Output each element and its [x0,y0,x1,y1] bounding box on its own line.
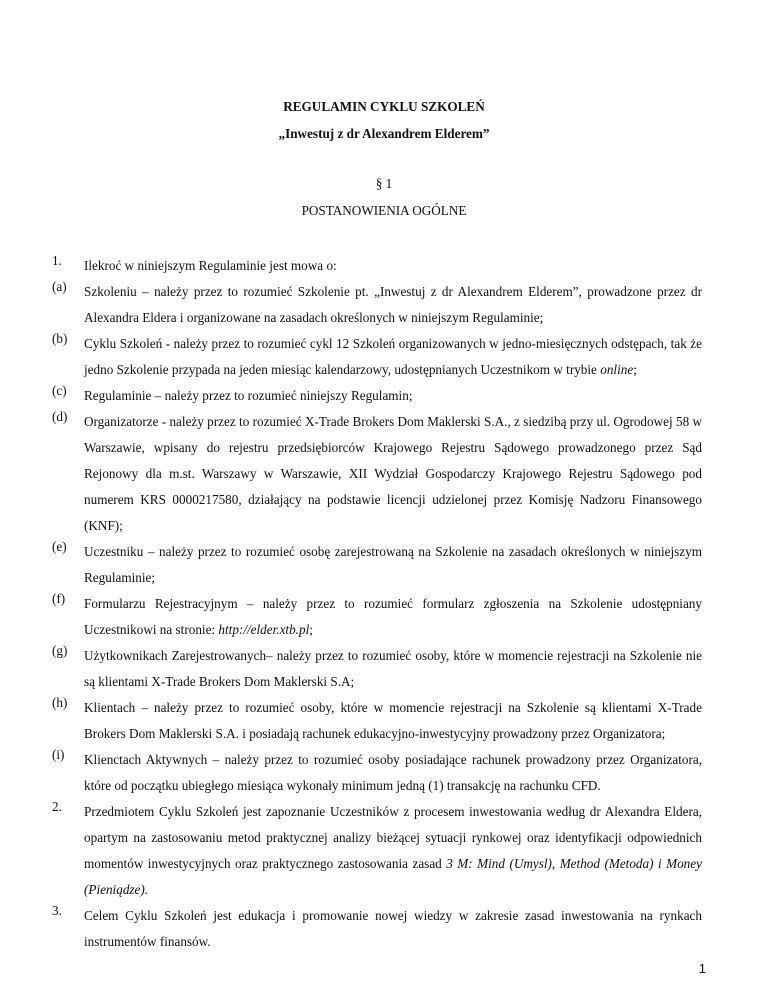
list-item [52,409,702,539]
list-marker: 2. [52,799,62,814]
list-item-text: Formularzu Rejestracyjnym – należy przez to rozumieć formularz zgłoszenia na Szkolenie udostępniany Uczestnikowi na stronie: http://elder.xtb.pl; [84,596,702,637]
list-item [52,695,702,747]
list-item-text: Klienctach Aktywnych – należy przez to rozumieć osoby posiadające rachunek prowadzony przez Organizatora, które od początku ubiegłego miesiąca wykonały minimum jedną (1) transakcję na rachunku CFD. [84,752,702,793]
list-item-text: Przedmiotem Cyklu Szkoleń jest zapoznanie Uczestników z procesem inwestowania według dr Alexandra Eldera, opartym na zastosowaniu metod praktycznej analizy bieżącej sytuacji rynkowej oraz identyfikacji odpowiednich momentów inwestycyjnych oraz praktycznego zastosowania zasad 3 M: Mind (Umysl), Method (Metoda) i Money (Pieniądze). [84,804,702,897]
list-item-text: Ilekroć w niniejszym Regulaminie jest mowa o: [84,258,337,273]
list-item [52,747,702,799]
section-title: POSTANOWIENIA OGÓLNE [301,203,467,218]
list-item [52,331,702,383]
list-item [52,383,702,409]
list-item [52,799,702,903]
list-marker: (e) [52,539,67,554]
list-item [52,643,702,695]
page-number: 1 [698,961,706,976]
list-item-text: Celem Cyklu Szkoleń jest edukacja i promowanie nowej wiedzy w zakresie zasad inwestowania na rynkach instrumentów finansów. [84,908,702,949]
list-item-text: Użytkownikach Zarejestrowanych– należy przez to rozumieć osoby, które w momencie rejestracji na Szkolenie nie są klientami X-Trade Brokers Dom Maklerski S.A; [84,648,702,689]
document-title: REGULAMIN CYKLU SZKOLEŃ [283,99,485,114]
list-item-text: Klientach – należy przez to rozumieć osoby, które w momencie rejestracji na Szkolenie są klientami X-Trade Brokers Dom Maklerski S.A. i posiadają rachunek edukacyjno-inwestycyjny prowadzony przez Organizatora; [84,700,702,741]
list-item-text: Organizatorze - należy przez to rozumieć X-Trade Brokers Dom Maklerski S.A., z siedzibą przy ul. Ogrodowej 58 w Warszawie, wpisany do rejestru przedsiębiorców Krajowego Rejestru Sądowego prowadzonego przez Sąd Rejonowy dla m.st. Warszawy w Warszawie, XII Wydział Gospodarczy Krajowego Rejestru Sądowego pod numerem KRS 0000217580, działający na podstawie licencji udzielonej przez Komisję Nadzoru Finansowego (KNF); [84,414,702,533]
list-item [52,591,702,643]
list-item [52,903,702,955]
list-item-text: Cyklu Szkoleń - należy przez to rozumieć cykl 12 Szkoleń organizowanych w jedno-miesięcznych odstępach, tak że jedno Szkolenie przypada na jeden miesiąc kalendarzowy, udostępnianych Uczestnikom w trybie online; [84,336,702,377]
list-item-text: Uczestniku – należy przez to rozumieć osobę zarejestrowaną na Szkolenie na zasadach określonych w niniejszym Regulaminie; [84,544,702,585]
list-marker: (i) [52,747,65,762]
list-marker: (f) [52,591,66,606]
list-item-text: Szkoleniu – należy przez to rozumieć Szkolenie pt. „Inwestuj z dr Alexandrem Elderem”, prowadzone przez dr Alexandra Eldera i organizowane na zasadach określonych w niniejszym Regulaminie; [84,284,702,325]
list-item [52,279,702,331]
list-marker: (a) [52,279,67,294]
list-item-text: Regulaminie – należy przez to rozumieć niniejszy Regulamin; [84,388,413,403]
list-marker: 3. [52,903,62,918]
list-marker: (g) [52,643,68,658]
list-marker: 1. [52,253,62,268]
document-subtitle: „Inwestuj z dr Alexandrem Elderem” [278,126,490,141]
list-item [52,253,702,279]
list-item [52,539,702,591]
list-marker: (b) [52,331,68,346]
list-marker: (c) [52,383,67,398]
section-number: § 1 [375,176,393,191]
list-marker: (h) [52,695,68,710]
list-marker: (d) [52,409,68,424]
